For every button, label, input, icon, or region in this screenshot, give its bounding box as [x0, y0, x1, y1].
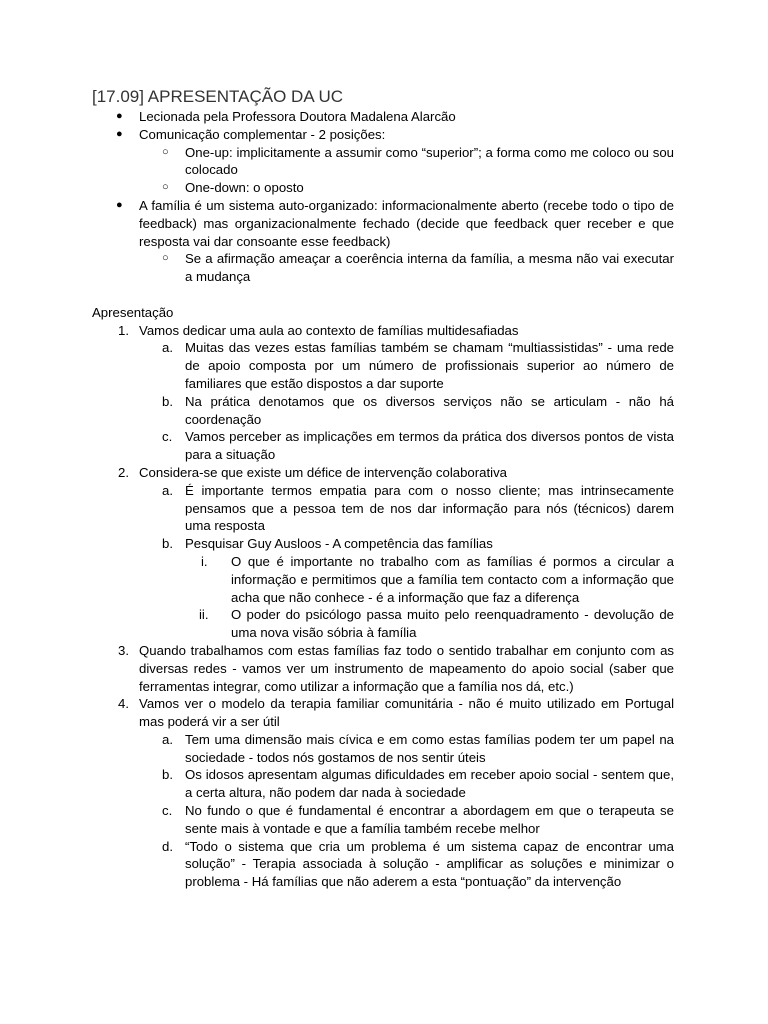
list-letter: c. [162, 803, 173, 819]
sub-list-item [92, 428, 674, 464]
list-item [92, 464, 674, 482]
list-letter: d. [162, 838, 173, 854]
list-roman: i. [201, 553, 208, 569]
numbered-list [92, 322, 674, 892]
section-heading: Apresentação [92, 304, 174, 320]
bullet-icon: ● [116, 110, 123, 122]
list-item-text: Vamos dedicar uma aula ao contexto de famílias multidesafiadas [139, 322, 519, 338]
list-letter: b. [162, 393, 173, 409]
sub-list-item [92, 339, 674, 392]
list-number: 1. [118, 322, 129, 338]
sub-list-item [92, 393, 674, 429]
document-body [92, 86, 674, 891]
list-item-text: Vamos perceber as implicações em termos da prática dos diversos pontos de vista para a situação [185, 429, 674, 463]
list-item-text: Vamos ver o modelo da terapia familiar comunitária - não é muito utilizado em Portugal mas poderá vir a ser útil [139, 696, 674, 730]
list-item [92, 695, 674, 731]
list-number: 4. [118, 696, 129, 712]
list-item-text: O poder do psicólogo passa muito pelo reenquadramento - devolução de uma nova visão sóbria à família [231, 607, 674, 641]
sub-list-item [92, 731, 674, 767]
sub-list-item [92, 802, 674, 838]
list-item [92, 126, 674, 144]
list-letter: a. [162, 340, 173, 356]
list-letter: b. [162, 767, 173, 783]
list-letter: a. [162, 482, 173, 498]
list-letter: b. [162, 536, 173, 552]
list-item-text: Tem uma dimensão mais cívica e em como estas famílias podem ter um papel na sociedade - todos nós gostamos de nos sentir úteis [185, 731, 674, 765]
list-roman: ii. [199, 607, 209, 623]
list-item-text: “Todo o sistema que cria um problema é um sistema capaz de encontrar uma solução” - Terapia associada à solução - amplificar as soluções e minimizar o problema - Há famílias que não aderem a esta “pontuação” da intervenção [185, 838, 674, 890]
circle-bullet-icon: ○ [162, 252, 169, 265]
list-item-text: Se a afirmação ameaçar a coerência interna da família, a mesma não vai executar a mudança [185, 251, 674, 285]
sub-list-item [92, 766, 674, 802]
sub-list-item [92, 144, 674, 180]
list-item-text: No fundo o que é fundamental é encontrar a abordagem em que o terapeuta se sente mais à vontade e que a família também recebe melhor [185, 803, 674, 836]
sub-list-item [92, 179, 674, 197]
sub-list-item [92, 535, 674, 553]
list-item-text: É importante termos empatia para com o nosso cliente; mas intrinsecamente pensamos que a pessoa tem de nos dar informação para nós (técnicos) darem uma resposta [185, 482, 674, 534]
sub-sub-list-item [92, 606, 674, 642]
circle-bullet-icon: ○ [162, 181, 169, 194]
list-letter: a. [162, 731, 173, 747]
sub-list-item [92, 482, 674, 535]
list-item-text: O que é importante no trabalho com as famílias é pormos a circular a informação e permitimos que a família tem contacto com a informação que acha que não conhece - é a informação que faz a diferença [231, 553, 674, 605]
list-number: 2. [118, 464, 129, 480]
list-item-text: Os idosos apresentam algumas dificuldades em receber apoio social - sentem que, a certa altura, não podem dar nada à sociedade [185, 767, 674, 801]
list-item-text: One-down: o oposto [185, 180, 304, 196]
list-item [92, 642, 674, 695]
sub-list-item [92, 838, 674, 891]
list-item-text: Pesquisar Guy Ausloos - A competência das famílias [185, 536, 493, 552]
list-item [92, 197, 674, 250]
list-item-text: A família é um sistema auto-organizado: informacionalmente aberto (recebe todo o tipo de feedback) mas organizacionalmente fechado (decide que feedback quer receber e que resposta vai dar consoante esse feedback) [139, 197, 674, 249]
page-title: [17.09] APRESENTAÇÃO DA UC [92, 87, 343, 106]
list-item [92, 108, 674, 126]
bullet-icon: ● [116, 198, 123, 211]
intro-list [92, 108, 674, 286]
list-item-text: Considera-se que existe um défice de intervenção colaborativa [139, 464, 507, 480]
sub-sub-list-item [92, 553, 674, 606]
list-item-text: Muitas das vezes estas famílias também se chamam “multiassistidas” - uma rede de apoio composta por um número de profissionais superior ao número de familiares que estão dispostos a dar suporte [185, 340, 674, 391]
list-number: 3. [118, 642, 129, 658]
circle-bullet-icon: ○ [162, 145, 169, 158]
list-item-text: Comunicação complementar - 2 posições: [139, 126, 386, 142]
sub-list-item [92, 250, 674, 286]
bullet-icon: ● [116, 127, 123, 140]
list-item-text: Na prática denotamos que os diversos serviços não se articulam - não há coordenação [185, 393, 674, 427]
list-item-text: Lecionada pela Professora Doutora Madalena Alarcão [139, 109, 456, 124]
list-item-text: One-up: implicitamente a assumir como “superior”; a forma como me coloco ou sou colocado [185, 144, 674, 178]
list-item-text: Quando trabalhamos com estas famílias faz todo o sentido trabalhar em conjunto com as diversas redes - vamos ver um instrumento de mapeamento do apoio social (saber que ferramentas integrar, como utilizar a informação que a família nos dá, etc.) [139, 642, 674, 694]
list-item [92, 322, 674, 340]
list-letter: c. [162, 429, 173, 445]
